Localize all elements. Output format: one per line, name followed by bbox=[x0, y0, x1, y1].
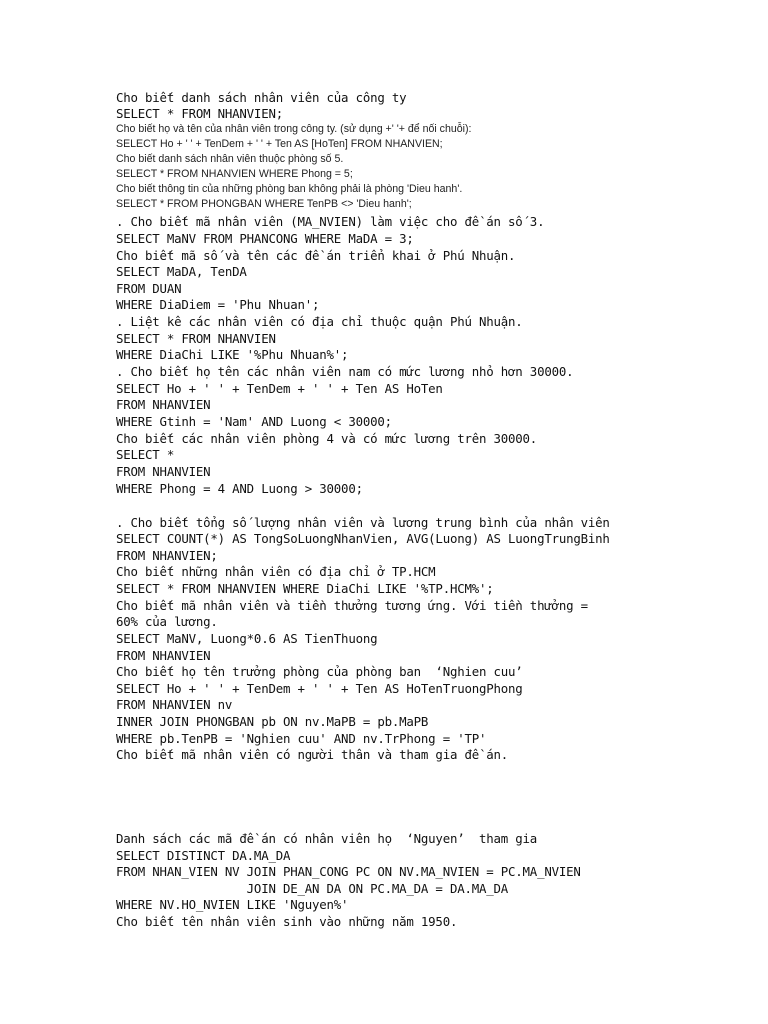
code-line: FROM NHANVIEN; bbox=[116, 548, 218, 563]
code-line: WHERE DiaChi LIKE '%Phu Nhuan%'; bbox=[116, 347, 349, 362]
text-line: Cho biết tên nhân viên sinh vào những năm 1950. bbox=[116, 914, 458, 929]
code-line: SELECT Ho + ' ' + TenDem + ' ' + Ten AS HoTen bbox=[116, 381, 443, 396]
code-line: WHERE NV.HO_NVIEN LIKE 'Nguyen%' bbox=[116, 897, 349, 912]
text-line: Cho biết các nhân viên phòng 4 và có mức lương trên 30000. bbox=[116, 431, 538, 446]
code-line: FROM NHANVIEN bbox=[116, 648, 211, 663]
code-line: SELECT * bbox=[116, 447, 175, 462]
code-line: SELECT * FROM NHANVIEN bbox=[116, 331, 276, 346]
text-line: . Cho biết tổng số lượng nhân viên và lương trung bình của nhân viên bbox=[116, 515, 610, 530]
code-line: SELECT DISTINCT DA.MA_DA bbox=[116, 848, 291, 863]
text-line: Cho biết danh sách nhân viên thuộc phòng số 5. bbox=[116, 153, 344, 165]
code-line: WHERE Gtinh = 'Nam' AND Luong < 30000; bbox=[116, 414, 392, 429]
text-line: Cho biết những nhân viên có địa chỉ ở TP.HCM bbox=[116, 564, 436, 579]
code-line: FROM NHANVIEN bbox=[116, 397, 211, 412]
text-line: Cho biết mã nhân viên có người thân và tham gia đề án. bbox=[116, 747, 509, 762]
code-line: WHERE DiaDiem = 'Phu Nhuan'; bbox=[116, 297, 320, 312]
text-line: Cho biết thông tin của những phòng ban không phải là phòng 'Dieu hanh'. bbox=[116, 183, 463, 195]
text-line: 60% của lương. bbox=[116, 614, 218, 629]
text-line: Cho biết mã số và tên các đề án triển khai ở Phú Nhuận. bbox=[116, 248, 516, 263]
code-line: FROM NHAN_VIEN NV JOIN PHAN_CONG PC ON NV.MA_NVIEN = PC.MA_NVIEN bbox=[116, 864, 581, 879]
text-line: Danh sách các mã đề án có nhân viên họ ‘Nguyen’ tham gia bbox=[116, 831, 538, 846]
code-line: SELECT * FROM NHANVIEN WHERE DiaChi LIKE '%TP.HCM%'; bbox=[116, 581, 494, 596]
code-line: SELECT Ho + ' ' + TenDem + ' ' + Ten AS [HoTen] FROM NHANVIEN; bbox=[116, 138, 443, 150]
code-line: SELECT MaDA, TenDA bbox=[116, 264, 247, 279]
text-line: . Cho biết mã nhân viên (MA_NVIEN) làm việc cho đề án số 3. bbox=[116, 214, 545, 229]
code-line: WHERE pb.TenPB = 'Nghien cuu' AND nv.TrPhong = 'TP' bbox=[116, 731, 487, 746]
text-line: Cho biết mã nhân viên và tiền thưởng tương ứng. Với tiền thưởng = bbox=[116, 598, 588, 613]
code-line: JOIN DE_AN DA ON PC.MA_DA = DA.MA_DA bbox=[116, 881, 509, 896]
code-line: INNER JOIN PHONGBAN pb ON nv.MaPB = pb.MaPB bbox=[116, 714, 429, 729]
code-line: FROM NHANVIEN nv bbox=[116, 697, 233, 712]
code-line: SELECT MaNV, Luong*0.6 AS TienThuong bbox=[116, 631, 378, 646]
code-line: SELECT COUNT(*) AS TongSoLuongNhanVien, AVG(Luong) AS LuongTrungBinh bbox=[116, 531, 610, 546]
text-line: Cho biết họ tên trưởng phòng của phòng ban ‘Nghien cuu’ bbox=[116, 664, 523, 679]
text-line: . Cho biết họ tên các nhân viên nam có mức lương nhỏ hơn 30000. bbox=[116, 364, 574, 379]
code-line: WHERE Phong = 4 AND Luong > 30000; bbox=[116, 481, 363, 496]
code-line: SELECT Ho + ' ' + TenDem + ' ' + Ten AS HoTenTruongPhong bbox=[116, 681, 523, 696]
code-line: SELECT * FROM PHONGBAN WHERE TenPB <> 'Dieu hanh'; bbox=[116, 198, 412, 210]
code-line: SELECT MaNV FROM PHANCONG WHERE MaDA = 3; bbox=[116, 231, 414, 246]
text-line: Cho biết họ và tên của nhân viên trong công ty. (sử dụng +' '+ để nối chuỗi): bbox=[116, 123, 472, 135]
code-line: SELECT * FROM NHANVIEN; bbox=[116, 106, 283, 121]
code-line: FROM DUAN bbox=[116, 281, 182, 296]
text-line: . Liệt kê các nhân viên có địa chỉ thuộc quận Phú Nhuận. bbox=[116, 314, 523, 329]
text-line: Cho biết danh sách nhân viên của công ty bbox=[116, 90, 407, 105]
code-line: FROM NHANVIEN bbox=[116, 464, 211, 479]
code-line: SELECT * FROM NHANVIEN WHERE Phong = 5; bbox=[116, 168, 353, 180]
